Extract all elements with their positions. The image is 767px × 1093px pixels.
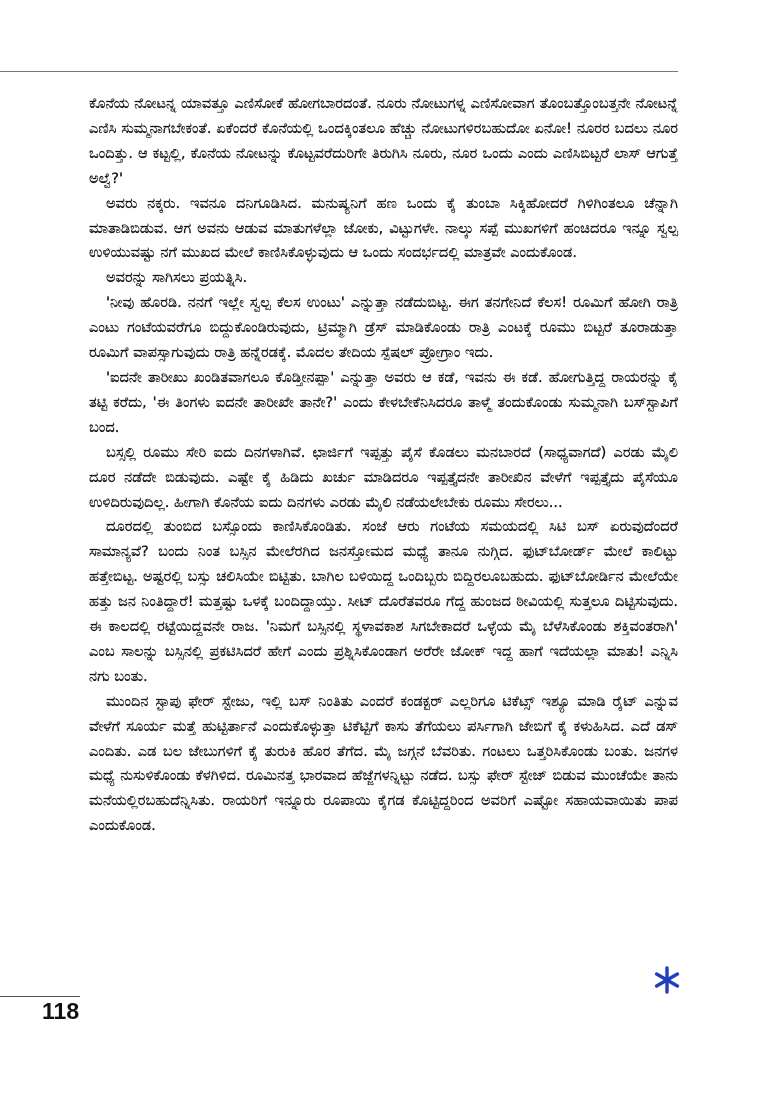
paragraph: ಮುಂದಿನ ಸ್ಟಾಪು ಫೇರ್ ಸ್ಟೇಜು, ಇಲ್ಲಿ ಬಸ್ ನಿಂತಿತು ಎಂದರೆ ಕಂಡಕ್ಟರ್ ಎಲ್ಲರಿಗೂ ಟಿಕೆಟ್ಸ್ ಇಶ್ಯೂ ಮಾಡಿ ರೈಟ್ ಎನ್ನುವ ವೇಳೆಗೆ ಸೂರ್ಯ ಮತ್ತೆ ಹುಟ್ಟಿರ್ತಾನೆ ಎಂದುಕೊಳ್ಳುತ್ತಾ ಟಿಕೆಟ್ಟಿಗೆ ಕಾಸು ತೆಗೆಯಲು ಪರ್ಸಿಗಾಗಿ ಜೇಬಿಗೆ ಕೈ ಕಳುಹಿಸಿದ. ಎದೆ ಡಸ್ ಎಂದಿತು. ಎಡ ಬಲ ಜೇಬುಗಳಿಗೆ ಕೈ ತುರುಕಿ ಹೊರ ತೆಗೆದ. ಮೈ ಜಗ್ಗನೆ ಬೆವರಿತು. ಗಂಟಲು ಒತ್ತರಿಸಿಕೊಂಡು ಬಂತು. ಜನಗಳ ಮಧ್ಯೆ ನುಸುಳಿಕೊಂಡು ಕೆಳಗಿಳಿದ. ರೂಮಿನತ್ತ ಭಾರವಾದ ಹೆಜ್ಜೆಗಳನ್ನಿಟ್ಟು ನಡೆದ. ಬಸ್ಸು ಫೇರ್ ಸ್ಟೇಜ್ ಬಿಡುವ ಮುಂಚೆಯೇ ತಾನು ಮನೆಯಲ್ಲಿರಬಹುದೆನ್ನಿಸಿತು. ರಾಯರಿಗೆ ಇನ್ನೂರು ರೂಪಾಯಿ ಕೈಗಡ ಕೊಟ್ಟಿದ್ದರಿಂದ ಅವರಿಗೆ ಎಷ್ಟೋ ಸಹಾಯವಾಯಿತು ಪಾಪ ಎಂದುಕೊಂಡ.: [89, 692, 678, 835]
header-rule: [0, 71, 678, 72]
asterisk-icon: [652, 965, 682, 995]
paragraph: ಅವರನ್ನು ಸಾಗಿಸಲು ಪ್ರಯತ್ನಿಸಿ.: [106, 269, 248, 287]
paragraph: ದೂರದಲ್ಲಿ ತುಂಬಿದ ಬಸ್ಸೊಂದು ಕಾಣಿಸಿಕೊಂಡಿತು. ಸಂಜೆ ಆರು ಗಂಟೆಯ ಸಮಯದಲ್ಲಿ ಸಿಟಿ ಬಸ್ ಏರುವುದೆಂದರೆ ಸಾಮಾನ್ಯವೆ? ಬಂದು ನಿಂತ ಬಸ್ಸಿನ ಮೇಲೆರಗಿದ ಜನಸ್ತೋಮದ ಮಧ್ಯೆ ತಾನೂ ನುಗ್ಗಿದ. ಫುಟ್‌ಬೋರ್ಡ್ ಮೇಲೆ ಕಾಲಿಟ್ಟು ಹತ್ತೇಬಿಟ್ಟ. ಅಷ್ಟರಲ್ಲಿ ಬಸ್ಸು ಚಲಿಸಿಯೇ ಬಿಟ್ಟಿತು. ಬಾಗಿಲ ಬಳಿಯಿದ್ದ ಒಂದಿಬ್ಬರು ಬಿದ್ದಿರಲೂಬಹುದು. ಫುಟ್‌ಬೋರ್ಡಿನ ಮೇಲೆಯೇ ಹತ್ತು ಜನ ನಿಂತಿದ್ದಾರೆ! ಮತ್ತಷ್ಟು ಒಳಕ್ಕೆ ಬಂದಿದ್ದಾಯ್ತು. ಸೀಟ್ ದೊರೆತವರೂ ಗೆದ್ದ ಹುಂಜದ ಠೀವಿಯಲ್ಲಿ ಸುತ್ತಲೂ ದಿಟ್ಟಿಸುವುದು. ಈ ಕಾಲದಲ್ಲಿ ರಟ್ಟೆಯಿದ್ದವನೇ ರಾಜ. 'ನಿಮಗೆ ಬಸ್ಸಿನಲ್ಲಿ ಸ್ಥಳಾವಕಾಶ ಸಿಗಬೇಕಾದರೆ ಒಳ್ಳೆಯ ಮೈ ಬೆಳೆಸಿಕೊಂಡು ಶಕ್ತಿವಂತರಾಗಿ' ಎಂಬ ಸಾಲನ್ನು ಬಸ್ಸಿನಲ್ಲಿ ಪ್ರಕಟಿಸಿದರೆ ಹೇಗೆ ಎಂದು ಪ್ರಶ್ನಿಸಿಕೊಂಡಾಗ ಅರೆರೇ ಜೋಕ್ ಇದ್ದ ಹಾಗೆ ಇದೆಯಲ್ಲಾ ಮಾತು! ಎನ್ನಿಸಿ ನಗು ಬಂತು.: [89, 518, 678, 685]
paragraph: ಕೊನೆಯ ನೋಟನ್ನ ಯಾವತ್ತೂ ಎಣಿಸೋಕೆ ಹೋಗಬಾರದಂತೆ. ನೂರು ನೋಟುಗಳ್ನ ಎಣಿಸೋವಾಗ ತೊಂಬತ್ತೊಂಬತ್ತನೇ ನೋಟನ್ನೆ ಎಣಿಸಿ ಸುಮ್ಮನಾಗಬೇಕಂತೆ. ಏಕೆಂದರೆ ಕೊನೆಯಲ್ಲಿ ಒಂದಕ್ಕಿಂತಲೂ ಹೆಚ್ಚು ನೋಟುಗಳಿರಬಹುದೋ ಏನೋ! ನೂರರ ಬದಲು ನೂರ ಒಂದಿತ್ತು. ಆ ಕಟ್ಟಲ್ಲಿ, ಕೊನೆಯ ನೋಟನ್ನು ಕೊಟ್ಟವರೆದುರಿಗೇ ತಿರುಗಿಸಿ ನೂರು, ನೂರ ಒಂದು ಎಂದು ಎಣಿಸಿಬಿಟ್ಟರೆ ಲಾಸ್ ಆಗುತ್ತೆ ಅಲ್ವೆ?': [89, 95, 678, 187]
paragraph: ಬಸ್ಸಲ್ಲಿ ರೂಮು ಸೇರಿ ಐದು ದಿನಗಳಾಗಿವೆ. ಛಾರ್ಜಿಗೆ ಇಪ್ಪತ್ತು ಪೈಸೆ ಕೊಡಲು ಮನಬಾರದೆ (ಸಾಧ್ಯವಾಗದೆ) ಎರಡು ಮೈಲಿ ದೂರ ನಡೆದೇ ಬಿಡುವುದು. ಎಷ್ಟೇ ಕೈ ಹಿಡಿದು ಖರ್ಚು ಮಾಡಿದರೂ ಇಪ್ಪತ್ತೈದನೇ ತಾರೀಖಿನ ವೇಳೆಗೆ ಇಪ್ಪತ್ತೈದು ಪೈಸೆಯೂ ಉಳಿದಿರುವುದಿಲ್ಲ. ಹೀಗಾಗಿ ಕೊನೆಯ ಐದು ದಿನಗಳು ಎರಡು ಮೈಲಿ ನಡೆಯಲೇಬೇಕು ರೂಮು ಸೇರಲು...: [89, 443, 678, 511]
body-text: [89, 92, 678, 839]
paragraph: ಅವರು ನಕ್ಕರು. ಇವನೂ ದನಿಗೂಡಿಸಿದ. ಮನುಷ್ಯನಿಗೆ ಹಣ ಒಂದು ಕೈ ತುಂಬಾ ಸಿಕ್ಕಿಹೋದರೆ ಗಿಳಿಗಿಂತಲೂ ಚೆನ್ನಾಗಿ ಮಾತಾಡಿಬಿಡುವ. ಆಗ ಅವನು ಆಡುವ ಮಾತುಗಳೆಲ್ಲಾ ಜೋಕು, ವಿಟ್ಟುಗಳೇ. ನಾಲ್ಕು ಸಪ್ಪೆ ಮುಖಗಳಿಗೆ ಹಂಚಿದರೂ ಇನ್ನೂ ಸ್ವಲ್ಪ ಉಳಿಯುವಷ್ಟು ನಗೆ ಮುಖದ ಮೇಲೆ ಕಾಣಿಸಿಕೊಳ್ಳುವುದು ಆ ಒಂದು ಸಂದರ್ಭದಲ್ಲಿ ಮಾತ್ರವೇ ಎಂದುಕೊಂಡ.: [89, 194, 678, 262]
paragraph: 'ನೀವು ಹೊರಡಿ. ನನಗೆ ಇಲ್ಲೇ ಸ್ವಲ್ಪ ಕೆಲಸ ಉಂಟು' ಎನ್ನುತ್ತಾ ನಡೆದುಬಿಟ್ಟ. ಈಗ ತನಗೇನಿದೆ ಕೆಲಸ! ರೂಮಿಗೆ ಹೋಗಿ ರಾತ್ರಿ ಎಂಟು ಗಂಟೆಯವರೆಗೂ ಬಿದ್ದುಕೊಂಡಿರುವುದು, ಟ್ರಿಮ್ಮಾಗಿ ಡ್ರೆಸ್ ಮಾಡಿಕೊಂಡು ರಾತ್ರಿ ಎಂಟಕ್ಕೆ ರೂಮು ಬಿಟ್ಟರೆ ತೂರಾಡುತ್ತಾ ರೂಮಿಗೆ ವಾಪಸ್ಸಾಗುವುದು ರಾತ್ರಿ ಹನ್ನೆರಡಕ್ಕೆ. ಮೊದಲ ತೇದಿಯ ಸ್ಪೆಷಲ್ ಪ್ರೋಗ್ರಾಂ ಇದು.: [89, 294, 678, 362]
footer-rule: [0, 996, 80, 997]
page-number: 118: [42, 998, 80, 1024]
paragraph: 'ಐದನೇ ತಾರೀಖು ಖಂಡಿತವಾಗಲೂ ಕೊಡ್ತೀನಪ್ಪಾ' ಎನ್ನುತ್ತಾ ಅವರು ಆ ಕಡೆ, ಇವನು ಈ ಕಡೆ. ಹೋಗುತ್ತಿದ್ದ ರಾಯರನ್ನು ಕೈ ತಟ್ಟಿ ಕರೆದು, 'ಈ ತಿಂಗಳು ಐದನೇ ತಾರೀಖೇ ತಾನೇ?' ಎಂದು ಕೇಳಬೇಕೆನಿಸಿದರೂ ತಾಳ್ಮೆ ತಂದುಕೊಂಡು ಸುಮ್ಮನಾಗಿ ಬಸ್‌ಸ್ಟಾಪಿಗೆ ಬಂದ.: [89, 368, 678, 436]
